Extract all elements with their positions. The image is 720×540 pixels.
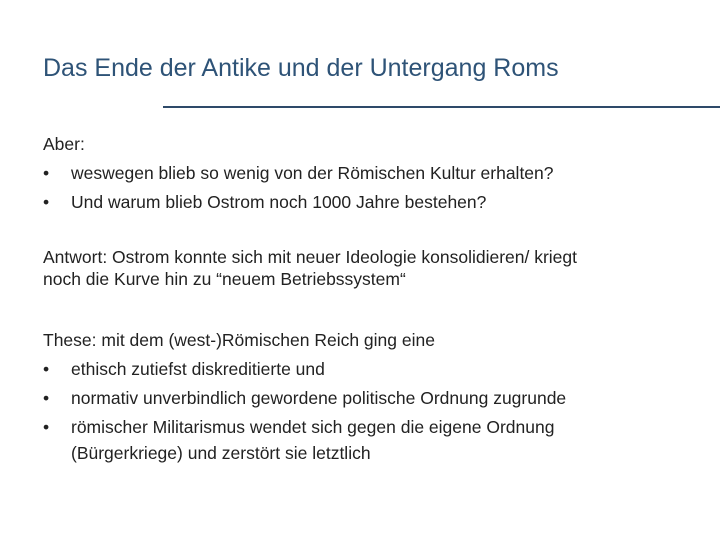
answer-line-2: noch die Kurve hin zu “neuem Betriebssystem“ <box>43 269 406 289</box>
section3-bullet-3 <box>43 413 703 442</box>
bullet-text: römischer Militarismus wendet sich gegen die eigene Ordnung <box>71 417 555 437</box>
bullet-dot: • <box>43 388 50 408</box>
answer-line-1: Antwort: Ostrom konnte sich mit neuer Ideologie konsolidieren/ kriegt <box>43 247 578 267</box>
title-underline <box>163 106 720 108</box>
bullet-text: Und warum blieb Ostrom noch 1000 Jahre bestehen? <box>71 192 487 212</box>
bullet-dot: • <box>43 359 50 379</box>
bullet-dot: • <box>43 192 50 212</box>
bullet-dot: • <box>43 417 50 437</box>
bullet-dot: • <box>43 163 50 183</box>
bullet-text: weswegen blieb so wenig von der Römischen Kultur erhalten? <box>71 163 554 183</box>
section3-bullet-list <box>43 355 703 464</box>
section3-bullet-1 <box>43 355 703 384</box>
section3-bullet-2 <box>43 384 703 413</box>
bullet-text-continuation: (Bürgerkriege) und zerstört sie letztlich <box>71 443 371 463</box>
section3-intro: These: mit dem (west-)Römischen Reich ging eine <box>43 330 435 350</box>
slide-body <box>43 130 703 464</box>
spacer <box>43 290 703 326</box>
section1-bullet-list <box>43 159 703 217</box>
bullet-text: normativ unverbindlich gewordene politische Ordnung zugrunde <box>71 388 567 408</box>
slide-title: Das Ende der Antike und der Untergang Roms <box>43 54 559 82</box>
spacer <box>43 217 703 246</box>
section3-bullet-3-continuation <box>43 442 703 464</box>
section1-intro: Aber: <box>43 134 85 154</box>
bullet-text: ethisch zutiefst diskreditierte und <box>71 359 325 379</box>
section1-bullet-2 <box>43 188 703 217</box>
section1-bullet-1 <box>43 159 703 188</box>
